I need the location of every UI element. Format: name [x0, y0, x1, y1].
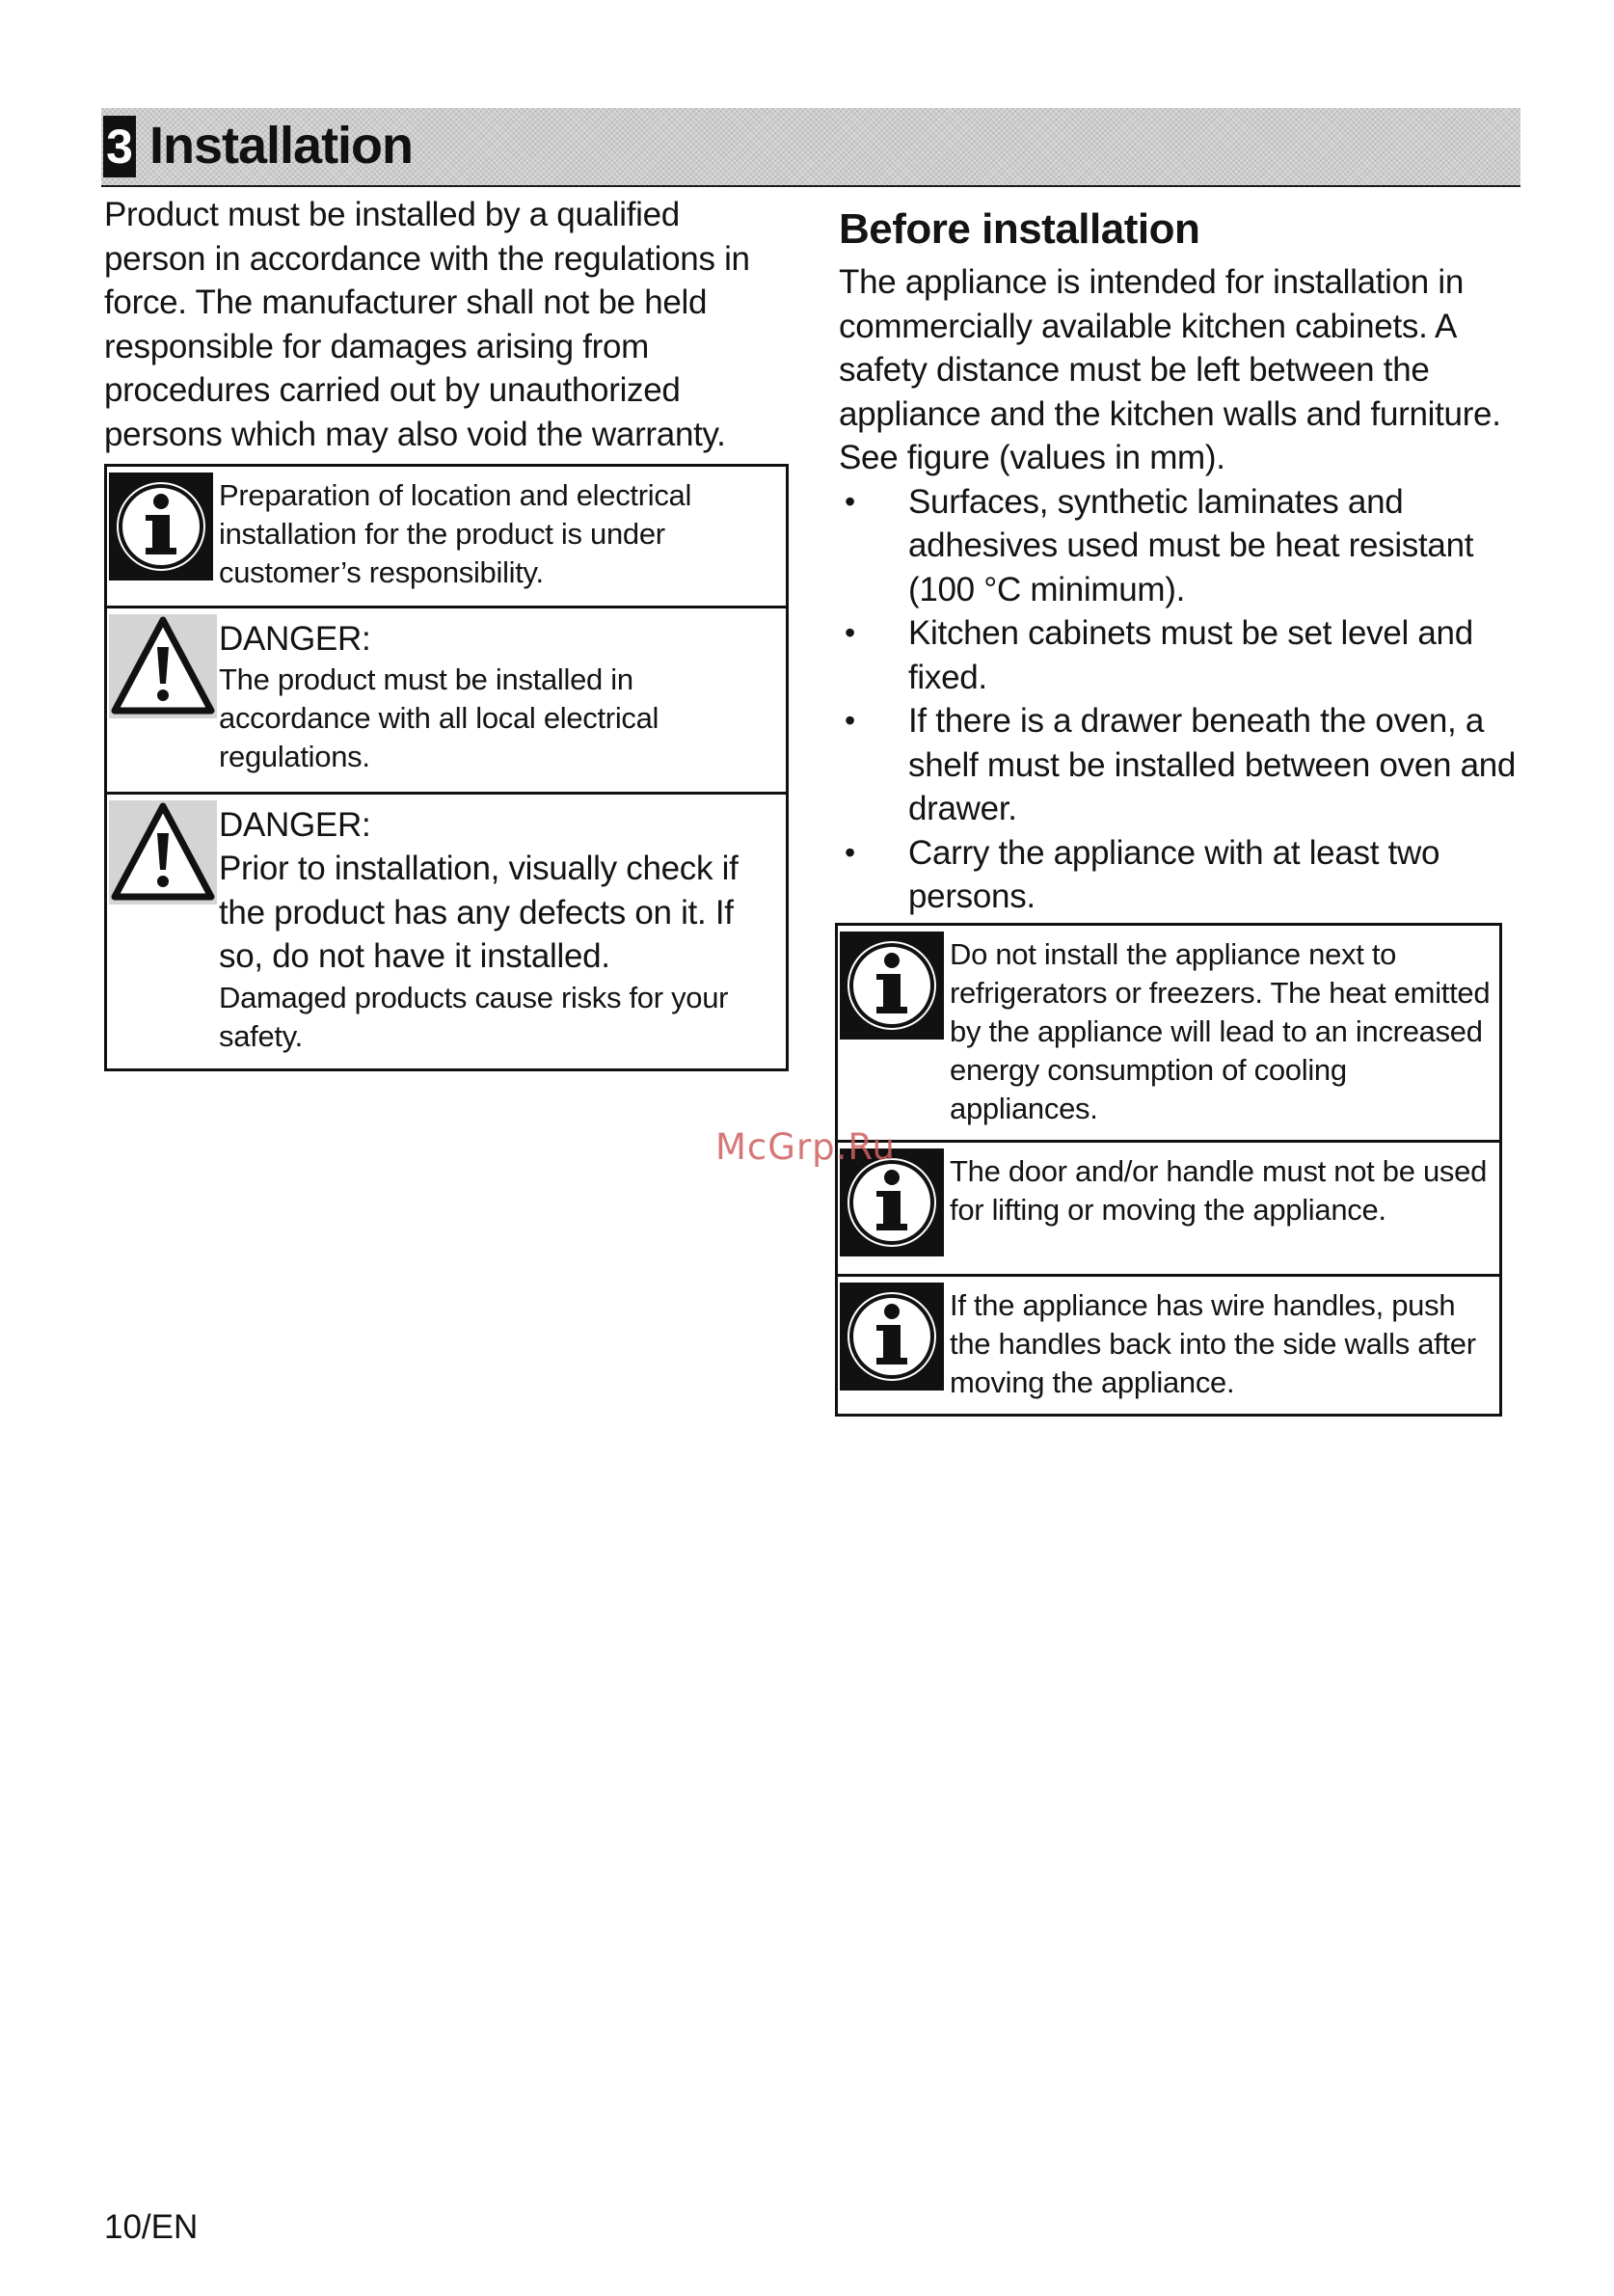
note-text: Prior to installation, visually check if the product has any defects on it. If so, do not have it installed.	[219, 850, 739, 975]
list-item-text: Kitchen cabinets must be set level and fixed.	[908, 614, 1473, 696]
left-notes-table	[104, 464, 789, 1071]
danger-label: DANGER:	[219, 620, 371, 658]
list-item	[839, 480, 1533, 612]
warning-icon	[107, 795, 217, 1068]
bullet: •	[845, 483, 855, 519]
list-item-text: Surfaces, synthetic laminates and adhesives used must be heat resistant (100 °C minimum).	[908, 482, 1474, 608]
info-icon	[838, 926, 948, 1140]
warning-icon	[107, 608, 217, 792]
note-text-block	[948, 926, 1499, 1140]
note-text-block	[217, 608, 786, 792]
bullet: •	[845, 834, 855, 870]
note-text: Do not install the appliance next to refrigerators or freezers. The heat emitted by the appliance will lead to an increased energy consumption of cooling appliances.	[950, 936, 1491, 1125]
right-notes-table	[835, 923, 1502, 1417]
watermark: McGrp.Ru	[715, 1126, 896, 1168]
before-installation-paragraph: The appliance is intended for installation in commercially available kitchen cabinets. A safety distance must be left between the appliance and the kitchen walls and furniture. See figure (values in mm).	[839, 263, 1501, 476]
note-row	[107, 608, 786, 795]
bullet: •	[845, 615, 855, 650]
list-item-text: Carry the appliance with at least two persons.	[908, 833, 1440, 915]
section-heading: Before installation	[839, 205, 1200, 253]
list-item	[839, 699, 1533, 831]
left-column	[104, 193, 789, 1071]
note-text-block	[948, 1143, 1499, 1274]
note-text-block	[948, 1277, 1499, 1414]
info-icon	[107, 467, 217, 606]
note-text: Preparation of location and electrical installation for the product is under customer’s responsibility.	[219, 478, 692, 589]
bullet: •	[845, 703, 855, 738]
note-row	[838, 926, 1499, 1143]
chapter-number: 3	[103, 116, 136, 177]
note-text-secondary: Damaged products cause risks for your safety.	[219, 980, 729, 1053]
note-row	[838, 1277, 1499, 1414]
list-item	[839, 611, 1533, 699]
requirements-list	[839, 480, 1533, 919]
list-item-text: If there is a drawer beneath the oven, a shelf must be installed between oven and drawer.	[908, 702, 1517, 827]
note-text: The door and/or handle must not be used for lifting or moving the appliance.	[950, 1153, 1488, 1227]
right-column	[839, 204, 1533, 1417]
note-row	[107, 467, 786, 608]
note-text: The product must be installed in accordance with all local electrical regulations.	[219, 662, 659, 773]
chapter-title: Installation	[149, 117, 414, 175]
note-text-block	[217, 795, 786, 1068]
list-item	[839, 831, 1533, 919]
note-text-block	[217, 467, 786, 606]
note-row	[107, 795, 786, 1068]
page-number: 10/EN	[104, 2208, 199, 2246]
danger-label: DANGER:	[219, 806, 371, 844]
intro-paragraph: Product must be installed by a qualified person in accordance with the regulations in force. The manufacturer shall not be held responsible for damages arising from procedures carried out by unauthorized persons which may also void the warranty.	[104, 196, 750, 453]
note-text: If the appliance has wire handles, push the handles back into the side walls after moving the appliance.	[950, 1287, 1476, 1399]
info-icon	[838, 1277, 948, 1414]
note-row	[838, 1143, 1499, 1277]
